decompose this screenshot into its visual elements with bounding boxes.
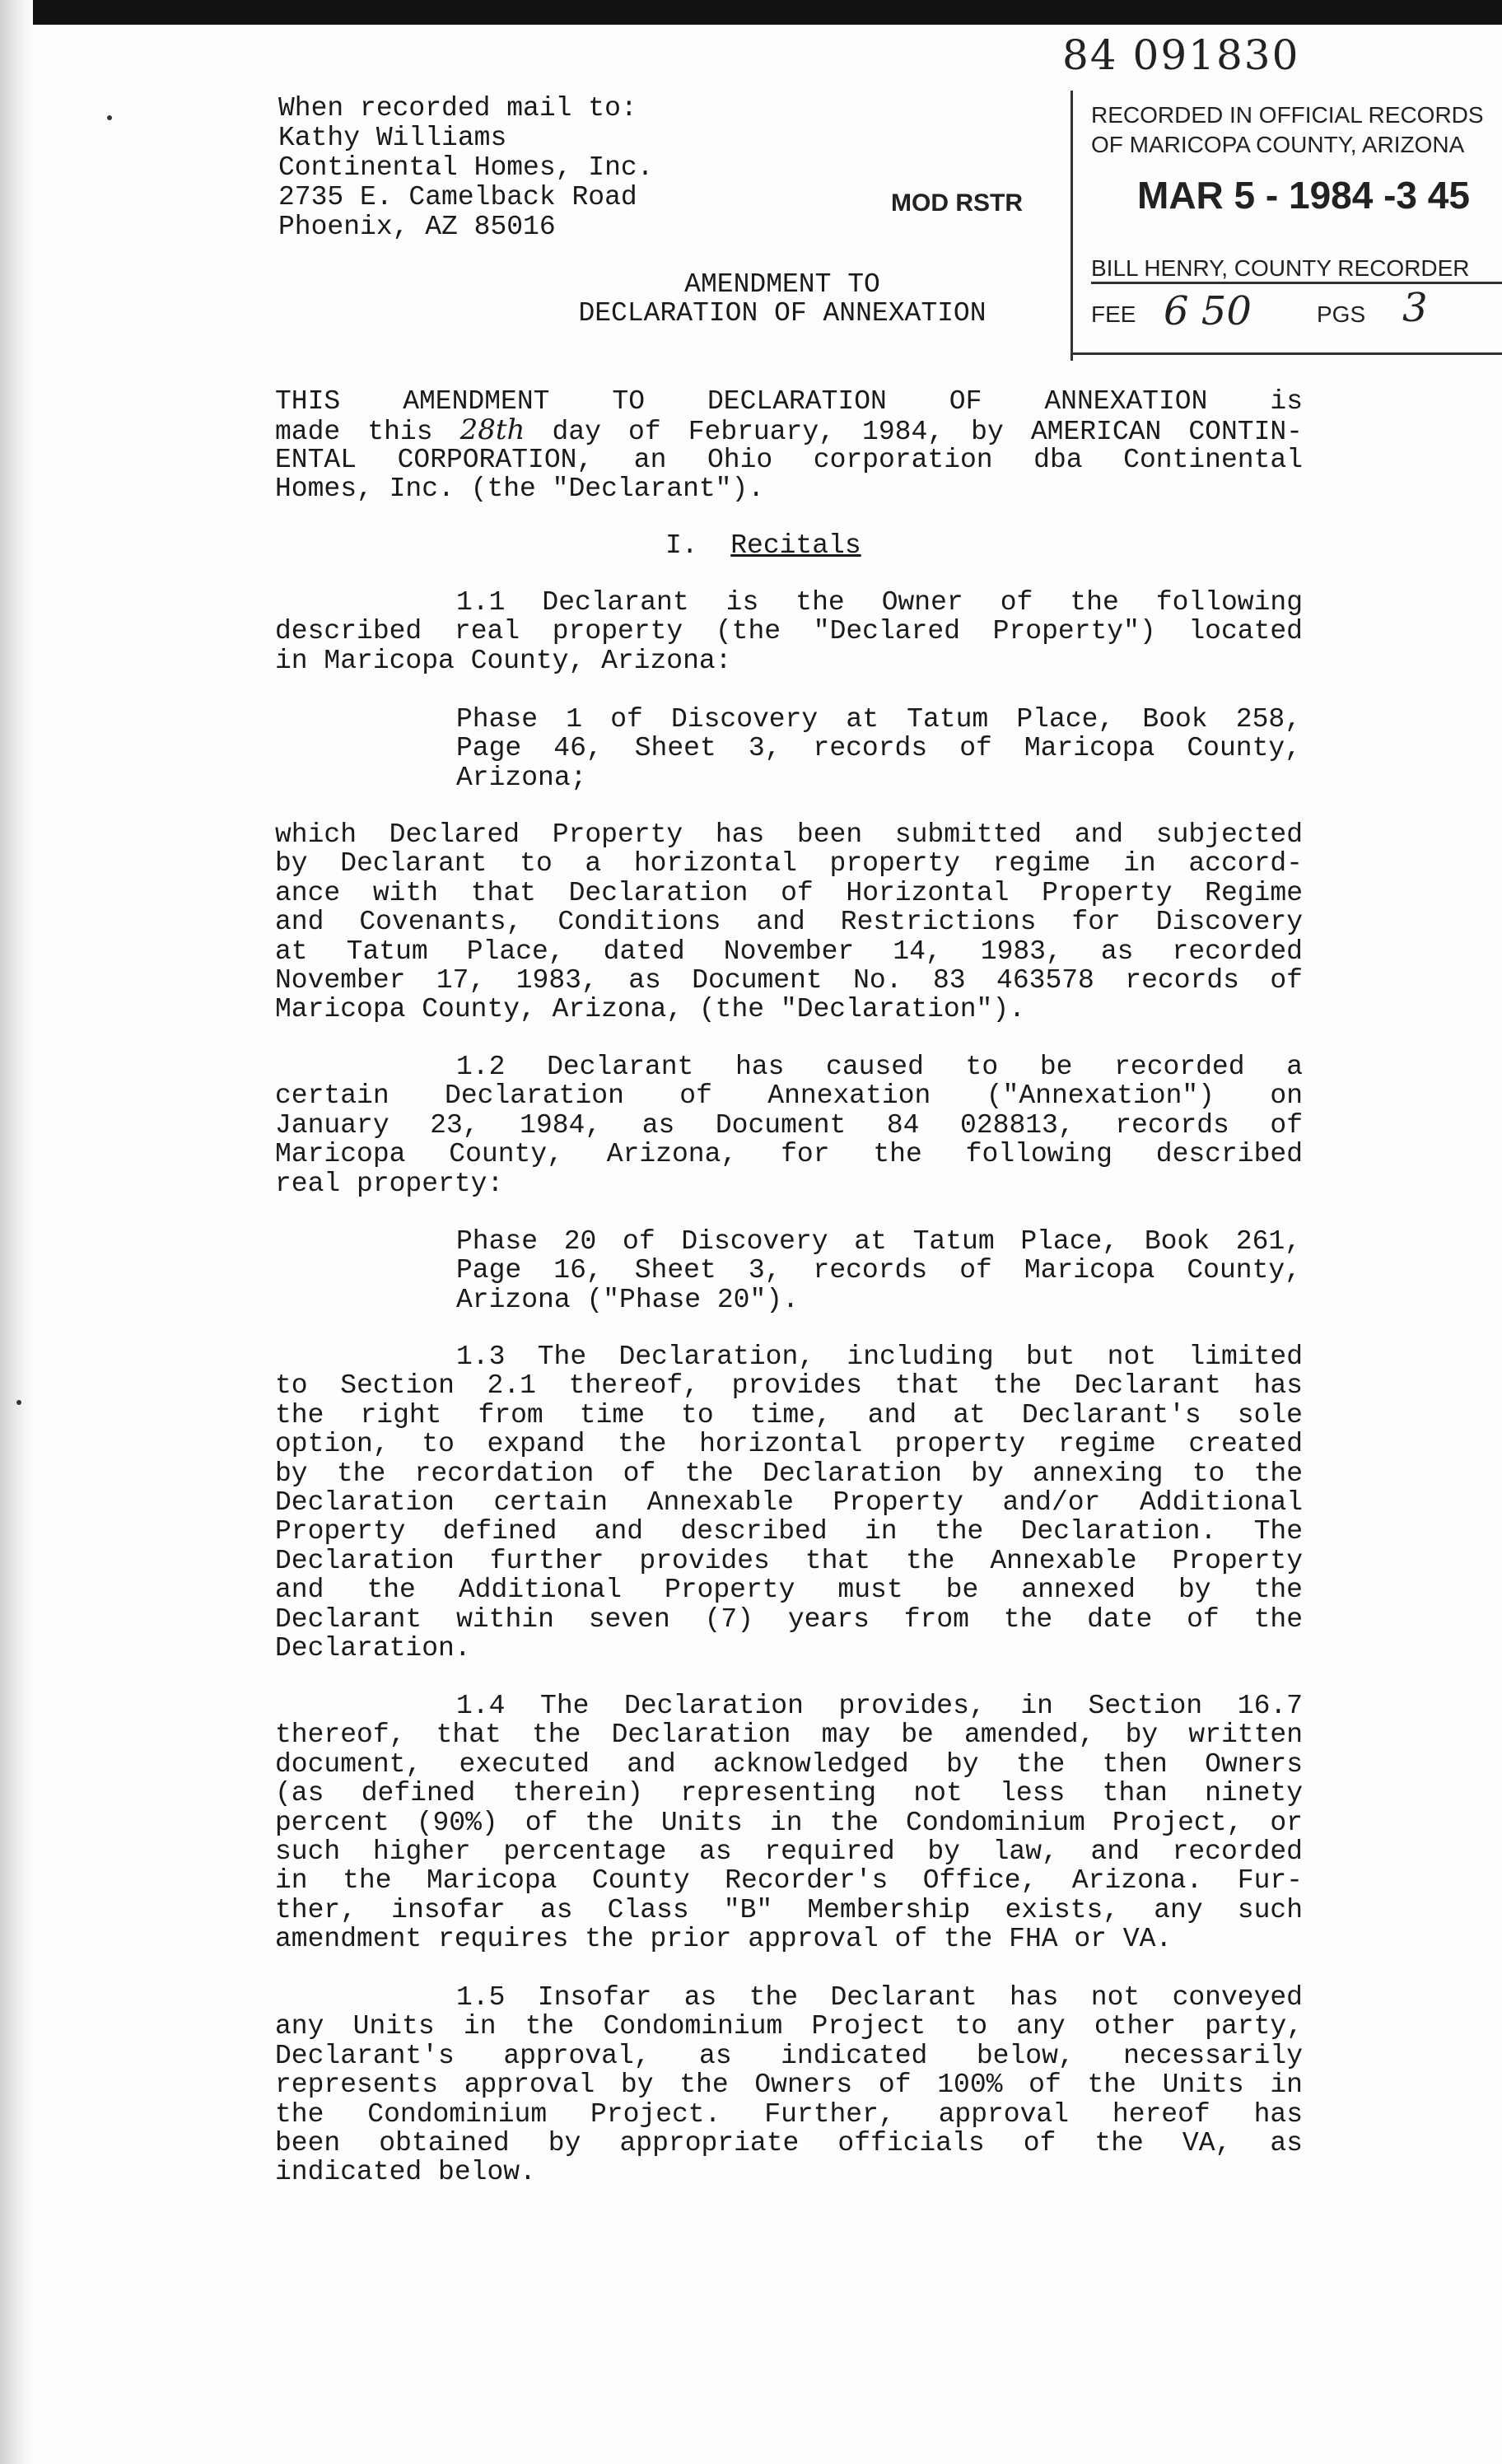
text-line: been obtained by appropriate officials of the VA, as — [275, 2127, 1303, 2158]
stamp-line-2: OF MARICOPA COUNTY, ARIZONA — [1091, 132, 1465, 157]
scan-left-edge — [0, 0, 33, 2464]
stamp-rule — [1073, 352, 1502, 355]
stamp-pgs-value: 3 — [1402, 285, 1428, 331]
text-line: thereof, that the Declaration may be amended, by written — [275, 1720, 1303, 1751]
text-line: Maricopa County, Arizona, (the "Declaration"). — [275, 994, 1025, 1025]
quote-phase-20 — [456, 1227, 1301, 1314]
text-line: Arizona ("Phase 20"). — [456, 1284, 799, 1315]
recording-stamp — [1071, 91, 1502, 361]
stamp-fee-label: FEE — [1091, 301, 1136, 327]
text-line: 1.3 The Declaration, including but not limited — [456, 1342, 1303, 1372]
text-line: Declarant within seven (7) years from the date of the — [275, 1603, 1303, 1635]
intro-line: ENTAL CORPORATION, an Ohio corporation dba Continental — [275, 444, 1303, 475]
mail-to-company: Continental Homes, Inc. — [278, 152, 654, 183]
document-number: 84 091830 — [1062, 31, 1300, 79]
text-line: option, to expand the horizontal property regime created — [275, 1429, 1303, 1460]
paragraph-1-2 — [275, 1052, 1303, 1198]
section-heading — [665, 530, 861, 561]
text-line: ther, insofar as Class "B" Membership exists, any such — [275, 1894, 1303, 1925]
text-line: which Declared Property has been submitted and subjected — [275, 819, 1303, 850]
text-line: (as defined therein) representing not less than ninety — [275, 1778, 1303, 1809]
text-line: 1.4 The Declaration provides, in Section 16.7 — [456, 1691, 1303, 1721]
intro-line: THIS AMENDMENT TO DECLARATION OF ANNEXATION is — [275, 386, 1303, 417]
text-line: the Condominium Project. Further, approval hereof has — [275, 2098, 1303, 2130]
text-line: Declaration certain Annexable Property and/or Additional — [275, 1486, 1303, 1518]
section-label: Recitals — [730, 530, 861, 561]
mail-to-block — [278, 94, 653, 242]
text-line: 1.2 Declarant has caused to be recorded a — [456, 1052, 1303, 1082]
text-line: to Section 2.1 thereof, provides that the Declarant has — [275, 1370, 1303, 1402]
text-line: January 23, 1984, as Document 84 028813, records of — [275, 1109, 1303, 1141]
text-line: November 17, 1983, as Document No. 83 463578 records of — [275, 964, 1303, 996]
mail-to-city: Phoenix, AZ 85016 — [278, 212, 556, 242]
text-line: in the Maricopa County Recorder's Office, Arizona. Fur- — [275, 1865, 1303, 1897]
intro-text: day of February, 1984, by AMERICAN CONTIN- — [525, 417, 1303, 448]
scan-speck — [107, 115, 112, 120]
text-line: 1.1 Declarant is the Owner of the following — [456, 587, 1303, 618]
text-line: document, executed and acknowledged by the then Owners — [275, 1748, 1303, 1780]
text-line: Declaration. — [275, 1632, 471, 1664]
stamp-recorder: BILL HENRY, COUNTY RECORDER — [1091, 255, 1502, 284]
intro-text: made this — [275, 417, 460, 448]
mail-to-street: 2735 E. Camelback Road — [278, 182, 637, 212]
text-line: described real property (the "Declared Property") located — [275, 616, 1303, 647]
text-line: Phase 20 of Discovery at Tatum Place, Book 261, — [456, 1226, 1301, 1257]
text-line: at Tatum Place, dated November 14, 1983, as recorded — [275, 936, 1303, 967]
text-line: real property: — [275, 1168, 504, 1199]
text-line: 1.5 Insofar as the Declarant has not conveyed — [456, 1982, 1303, 2013]
paragraph-1-5 — [275, 1983, 1303, 2187]
text-line: in Maricopa County, Arizona: — [275, 645, 732, 676]
paragraph-1-3 — [275, 1342, 1303, 1663]
intro-line: Homes, Inc. (the "Declarant"). — [275, 474, 765, 505]
text-line: Phase 1 of Discovery at Tatum Place, Book 258, — [456, 704, 1301, 735]
text-line: Page 46, Sheet 3, records of Maricopa County, — [456, 733, 1301, 764]
title-line-1: AMENDMENT TO — [684, 269, 880, 300]
text-line: by the recordation of the Declaration by annexing to the — [275, 1458, 1303, 1489]
text-line: any Units in the Condominium Project to any other party, — [275, 2011, 1303, 2042]
stamp-pgs-label: PGS — [1317, 301, 1366, 327]
text-line: Page 16, Sheet 3, records of Maricopa County, — [456, 1255, 1301, 1286]
paragraph-1-1-continued — [275, 820, 1303, 1024]
document-title — [543, 270, 1021, 328]
text-line: by Declarant to a horizontal property regime in accord- — [275, 848, 1303, 880]
text-line: Arizona; — [456, 762, 587, 793]
text-line: such higher percentage as required by law, and recorded — [275, 1836, 1303, 1867]
stamp-date: MAR 5 - 1984 -3 45 — [1137, 174, 1470, 217]
stamp-fee-value: 6 50 — [1164, 288, 1252, 334]
scan-top-edge — [0, 0, 1502, 25]
mod-rstr-stamp: MOD RSTR — [891, 189, 1023, 217]
mail-to-heading: When recorded mail to: — [278, 93, 637, 124]
handwritten-day: 28th — [459, 413, 525, 447]
text-line: amendment requires the prior approval of the FHA or VA. — [275, 1924, 1173, 1955]
title-line-2: DECLARATION OF ANNEXATION — [578, 298, 987, 329]
text-line: and the Additional Property must be annexed by the — [275, 1575, 1303, 1606]
text-line: represents approval by the Owners of 100% of the Units in — [275, 2070, 1303, 2101]
text-line: Maricopa County, Arizona, for the following described — [275, 1139, 1303, 1170]
mail-to-name: Kathy Williams — [278, 123, 507, 153]
section-number: I. — [665, 530, 698, 561]
quote-phase-1 — [456, 705, 1301, 792]
text-line: and Covenants, Conditions and Restrictions for Discovery — [275, 907, 1303, 938]
text-line: Property defined and described in the Declaration. The — [275, 1516, 1303, 1547]
scan-speck — [16, 1400, 21, 1405]
text-line: Declarant's approval, as indicated below, necessarily — [275, 2040, 1303, 2071]
text-line: indicated below. — [275, 2157, 536, 2188]
paragraph-1-1 — [275, 588, 1303, 675]
intro-paragraph — [275, 387, 1303, 504]
text-line: certain Declaration of Annexation ("Annexation") on — [275, 1080, 1303, 1112]
text-line: Declaration further provides that the Annexable Property — [275, 1545, 1303, 1576]
intro-line — [275, 413, 1303, 448]
text-line: ance with that Declaration of Horizontal Property Regime — [275, 877, 1303, 908]
stamp-line-1: RECORDED IN OFFICIAL RECORDS — [1091, 102, 1484, 128]
text-line: percent (90%) of the Units in the Condominium Project, or — [275, 1807, 1303, 1838]
paragraph-1-4 — [275, 1692, 1303, 1954]
text-line: the right from time to time, and at Declarant's sole — [275, 1399, 1303, 1430]
